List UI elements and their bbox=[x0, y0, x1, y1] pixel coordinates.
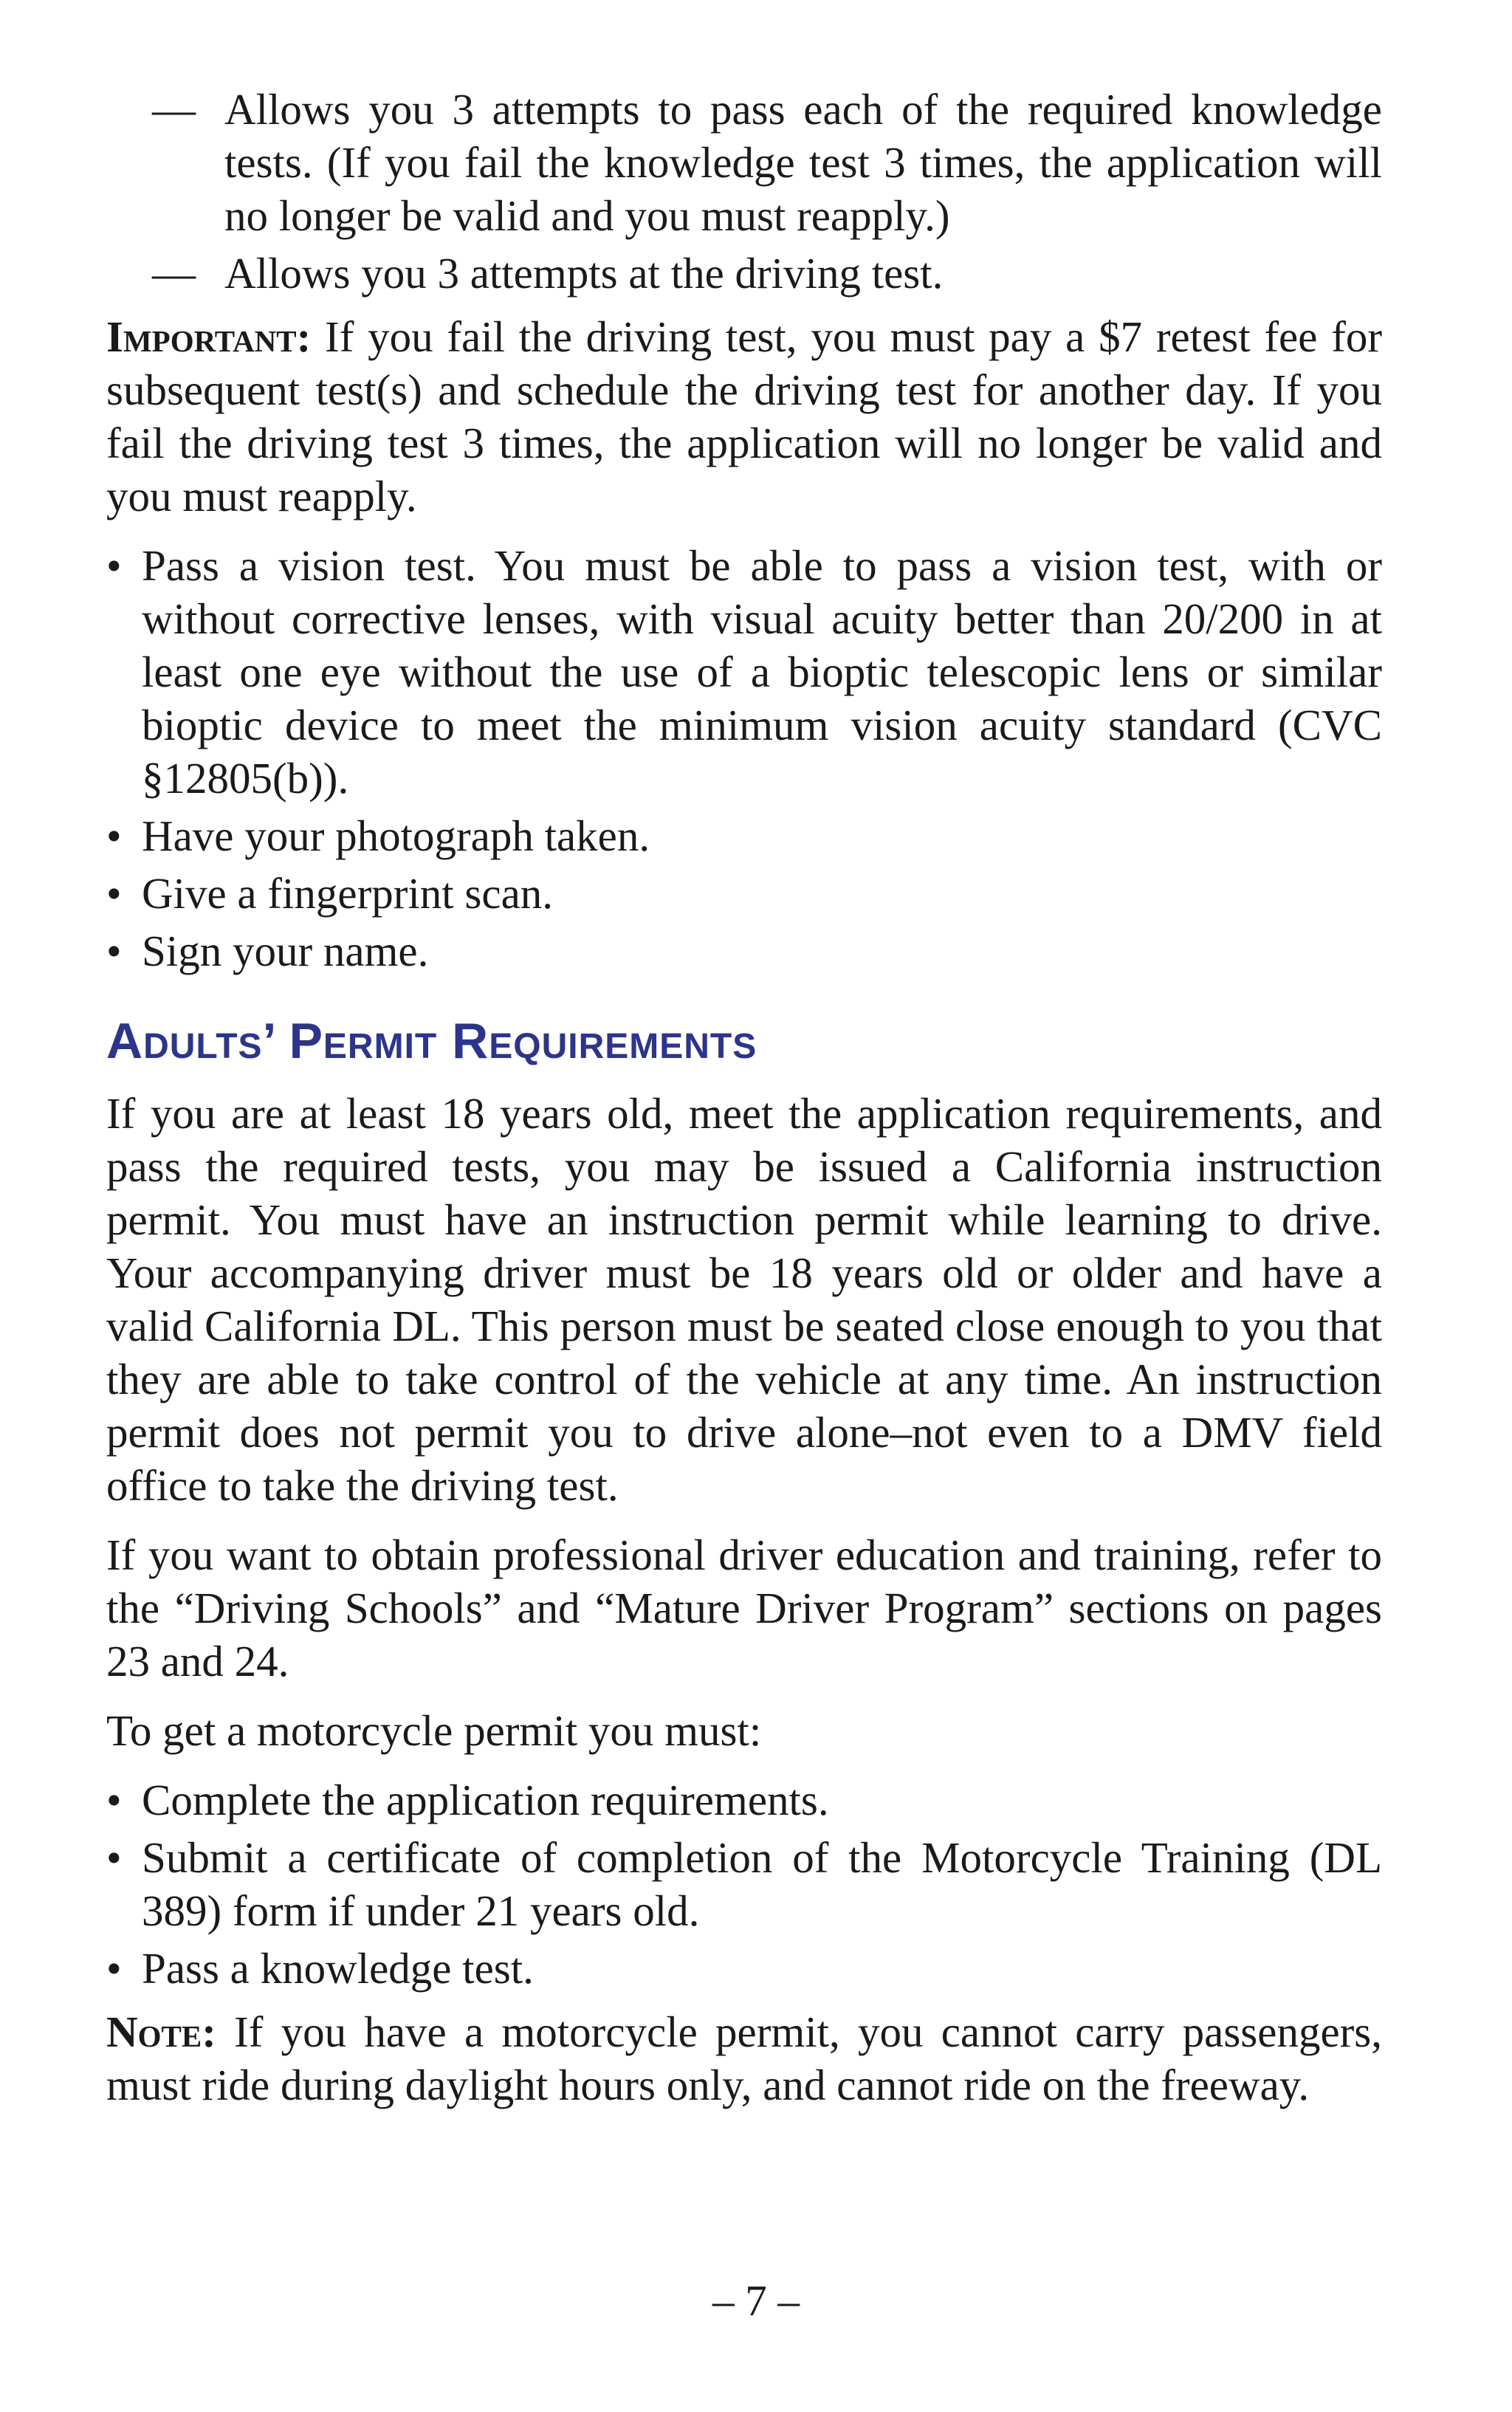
list-item-text: Submit a certificate of completion of the Motorcycle Training (DL 389) form if under 21 years old. bbox=[142, 1833, 1382, 1935]
list-item-text: Pass a vision test. You must be able to pass a vision test, with or without corrective lenses, with visual acuity better than 20/200 in at least one eye without the use of a bioptic telescopic lens or similar bioptic device to meet the minimum vision acuity standard (CVC §12805(b)). bbox=[142, 541, 1382, 803]
list-item bbox=[106, 1831, 1382, 1937]
list-item bbox=[106, 867, 1382, 920]
list-item-text: Give a fingerprint scan. bbox=[142, 869, 554, 918]
dash-item bbox=[106, 247, 1382, 300]
dash-list bbox=[106, 83, 1382, 300]
body-paragraph: If you are at least 18 years old, meet the application requirements, and pass the required tests, you may be issued a California instruction permit. You must have an instruction permit while learning to drive. Your accompanying driver must be 18 years old or older and have a valid California DL. This person must be seated close enough to you that they are able to take control of the vehicle at any time. An instruction permit does not permit you to drive alone–not even to a DMV field office to take the driving test. bbox=[106, 1089, 1382, 1510]
dash-marker: — bbox=[152, 85, 196, 134]
note-paragraph bbox=[106, 2005, 1382, 2112]
body-paragraph: To get a motorcycle permit you must: bbox=[106, 1706, 762, 1755]
dash-marker: — bbox=[152, 249, 196, 298]
dash-item-text: Allows you 3 attempts at the driving test. bbox=[224, 249, 944, 298]
body-paragraph: If you want to obtain professional driver education and training, refer to the “Driving Schools” and “Mature Driver Program” sections on pages 23 and 24. bbox=[106, 1530, 1382, 1686]
bullet-marker: • bbox=[106, 1944, 122, 1993]
list-item-text: Pass a knowledge test. bbox=[142, 1944, 534, 1993]
note-text: If you have a motorcycle permit, you cannot carry passengers, must ride during daylight hours only, and cannot ride on the freeway. bbox=[106, 2007, 1382, 2109]
important-label: Important: bbox=[106, 312, 312, 361]
list-item bbox=[106, 809, 1382, 862]
section-heading: Adults’ Permit Requirements bbox=[106, 1013, 757, 1069]
bullet-marker: • bbox=[106, 869, 122, 918]
important-text: If you fail the driving test, you must pay a $7 retest fee for subsequent test(s) and schedule the driving test for another day. If you fail the driving test 3 times, the application will no longer be valid and you must reapply. bbox=[106, 312, 1382, 520]
bullet-marker: • bbox=[106, 1833, 122, 1882]
dash-item-text: Allows you 3 attempts to pass each of the required knowledge tests. (If you fail the knowledge test 3 times, the application will no longer be valid and you must reapply.) bbox=[224, 85, 1382, 240]
motorcycle-list bbox=[106, 1773, 1382, 1995]
list-item-text: Have your photograph taken. bbox=[142, 811, 650, 860]
list-item-text: Sign your name. bbox=[142, 927, 429, 975]
list-item bbox=[106, 924, 1382, 977]
bullet-marker: • bbox=[106, 541, 122, 590]
list-item-text: Complete the application requirements. bbox=[142, 1776, 829, 1824]
page-content bbox=[106, 83, 1382, 2112]
important-paragraph bbox=[106, 310, 1382, 523]
list-item bbox=[106, 1942, 1382, 1995]
dash-item bbox=[106, 83, 1382, 242]
list-item bbox=[106, 1773, 1382, 1827]
bullet-marker: • bbox=[106, 927, 122, 975]
page-number: – 7 – bbox=[712, 2276, 800, 2325]
bullet-marker: • bbox=[106, 1776, 122, 1824]
note-label: Note: bbox=[106, 2007, 216, 2056]
requirements-list bbox=[106, 539, 1382, 977]
list-item bbox=[106, 539, 1382, 805]
bullet-marker: • bbox=[106, 811, 122, 860]
